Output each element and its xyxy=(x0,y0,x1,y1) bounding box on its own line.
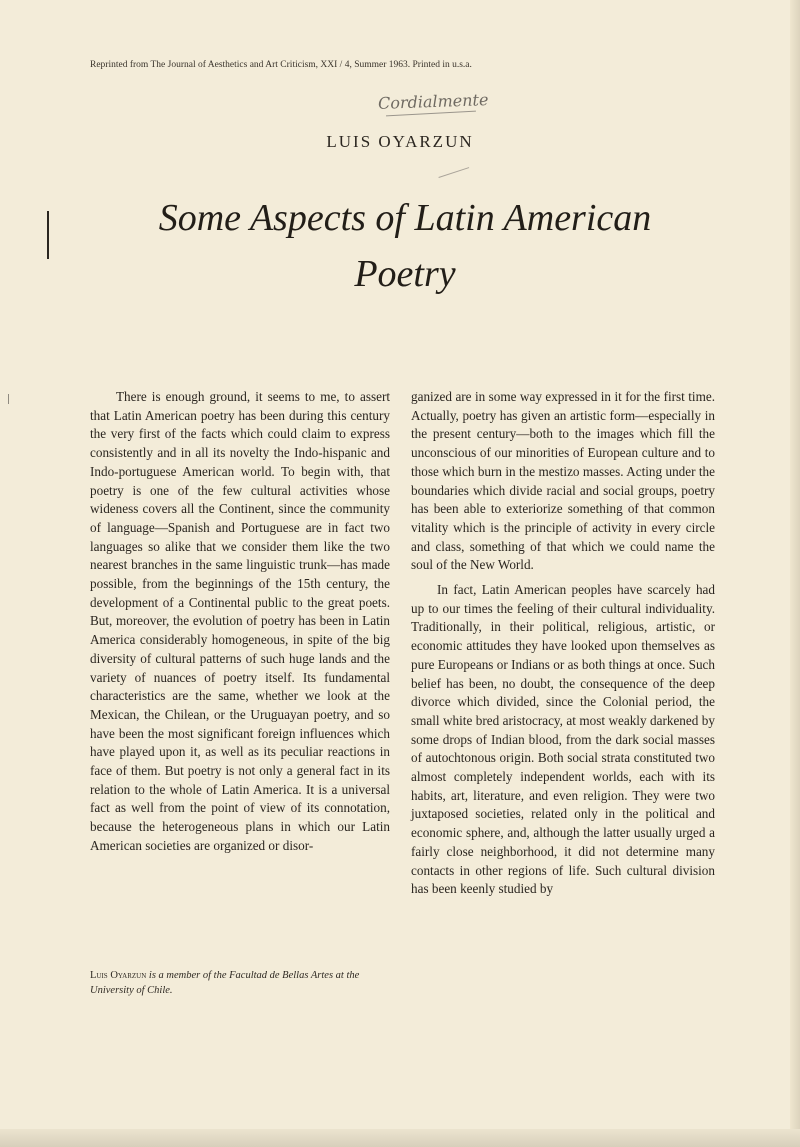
article-title xyxy=(60,190,750,302)
footnote-text: is a member of the Facultad de Bellas Artes at the University of Chile. xyxy=(90,970,360,996)
page-edge-bottom xyxy=(0,1129,800,1147)
left-column-paragraph: There is enough ground, it seems to me, to assert that Latin American poetry has been during this century the very first of the facts which could claim to express consistently and in all its novelty the Indo-hispanic and Indo-portuguese American world. To begin with, that poetry is one of the few cultural activities whose wideness covers all the Continent, since the community of language—Spanish and Portuguese are in fact two languages so alike that we consider them like the two nearest branches in the same linguistic trunk—has made possible, from the beginnings of the 15th century, the development of a Continental public to the great poets. But, moreover, the evolution of poetry has been in Latin America considerably homogeneous, in spite of the big diversity of cultural patterns of such huge lands and the variety of nuances of poetry itself. Its fundamental characteristics are the same, whether we look at the Mexican, the Chilean, or the Uruguayan poetry, and so have been the most significant foreign influences which have played upon it, as well as its peculiar reactions in face of them. But poetry is not only a general fact in its relation to the whole of Latin America. It is a universal fact as well from the point of view of its connotation, because the heterogeneous plans in which our Latin American societies are organized or disor- xyxy=(90,389,390,853)
right-column xyxy=(411,388,715,899)
margin-pencil-mark xyxy=(8,394,9,404)
handwritten-note: Cordialmente xyxy=(377,90,489,113)
author-name: LUIS OYARZUN xyxy=(326,132,474,151)
margin-ink-mark xyxy=(47,211,49,259)
footnote-author-name: Luis Oyarzun xyxy=(90,970,147,981)
title-line-2: Poetry xyxy=(354,253,456,295)
right-column-paragraph-2: In fact, Latin American peoples have scarcely had up to our times the feeling of their cultural individuality. Traditionally, in their political, religious, artistic, or economic attitudes they have looked upon themselves as pure Europeans or Indians or as both things at once. Such belief has been, no doubt, the consequence of the deep divorce which divided, since the Colonial period, the small white bred aristocracy, at most weakly darkened by some drops of Indian blood, from the dark social masses of autochtonous origin. Both social strata constituted two almost completely independent worlds, each with its habits, art, literature, and even religion. They were two juxtaposed societies, related only in the political and economic sphere, and, although the latter usually urged a fairly close neighborhood, it did not determine many contacts in other regions of life. Such cultural division has been keenly studied by xyxy=(411,582,715,897)
left-column xyxy=(90,388,390,856)
page-edge-right xyxy=(790,0,800,1147)
title-line-1: Some Aspects of Latin American xyxy=(158,197,652,239)
right-column-paragraph-1: ganized are in some way expressed in it for the first time. Actually, poetry has given an artistic form—especially in the present century—both to the images which fill the unconscious of our minorities of European culture and to those which burn in the mestizo masses. Acting under the boundaries which divide racial and social groups, poetry has been able to exteriorize something of that common vitality which is the principle of activity in every circle and class, something of that which we could name the soul of the New World. xyxy=(411,389,715,573)
reprint-notice: Reprinted from The Journal of Aesthetics and Art Criticism, XXI / 4, Summer 1963. Printed in u.s.a. xyxy=(90,60,472,70)
author-footnote xyxy=(90,968,390,998)
